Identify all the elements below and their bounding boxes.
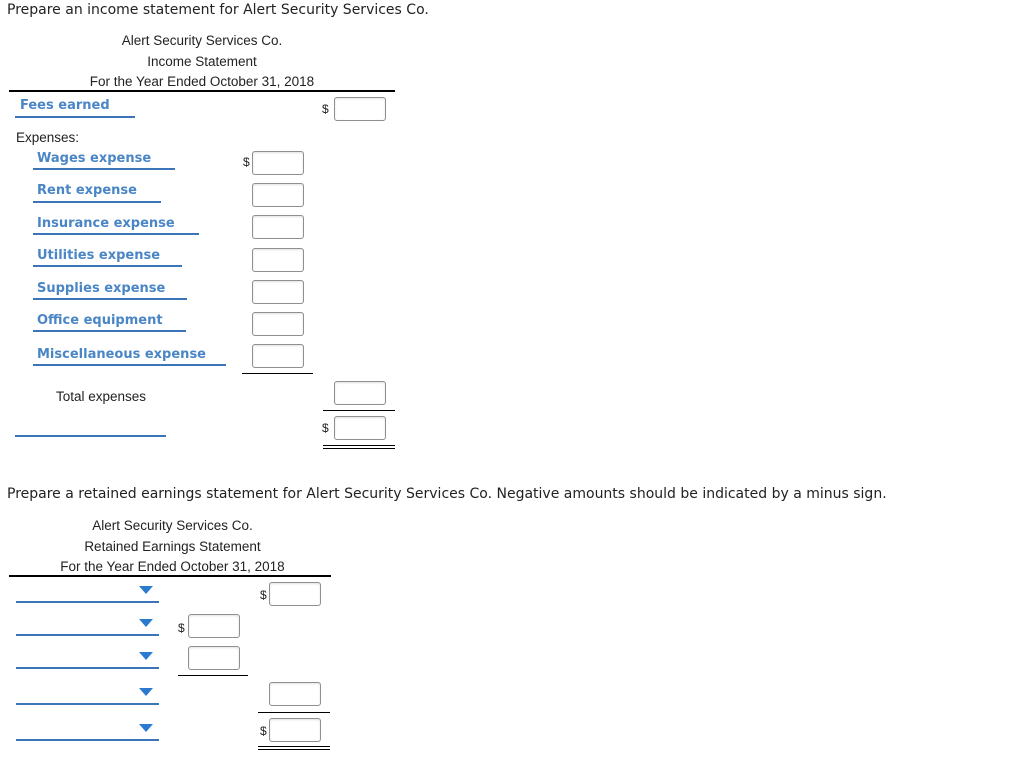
- retained-company-name: Alert Security Services Co.: [92, 518, 253, 533]
- supplies-expense-account[interactable]: Supplies expense: [37, 281, 166, 296]
- retained-row1-currency: $: [260, 588, 267, 602]
- wages-expense-currency: $: [243, 155, 250, 169]
- income-header-rule: [9, 90, 395, 92]
- net-income-double-rule-top: [323, 445, 395, 446]
- utilities-expense-account[interactable]: Utilities expense: [37, 248, 161, 263]
- office-equipment-account[interactable]: Office equipment: [37, 313, 163, 328]
- chevron-down-icon[interactable]: [139, 586, 153, 594]
- retained-statement-title: Retained Earnings Statement: [84, 539, 261, 554]
- fees-earned-account[interactable]: Fees earned: [20, 98, 110, 113]
- net-income-account-underline[interactable]: [15, 435, 166, 437]
- retained-row1-input[interactable]: [269, 582, 321, 606]
- miscellaneous-expense-underline: [33, 364, 226, 366]
- office-equipment-input[interactable]: [252, 312, 304, 336]
- income-prompt: Prepare an income statement for Alert Security Services Co.: [7, 2, 429, 18]
- retained-row2-input[interactable]: [188, 614, 240, 638]
- retained-row2-select[interactable]: [16, 634, 159, 636]
- net-income-input[interactable]: [334, 416, 386, 440]
- fees-earned-input[interactable]: [334, 97, 386, 121]
- income-statement-title: Income Statement: [147, 54, 257, 69]
- chevron-down-icon[interactable]: [139, 724, 153, 732]
- retained-final-double-rule-bottom: [258, 749, 330, 750]
- retained-row1-select[interactable]: [16, 601, 159, 603]
- wages-expense-input[interactable]: [252, 151, 304, 175]
- retained-row5-input[interactable]: [269, 718, 321, 742]
- retained-row5-currency: $: [260, 724, 267, 738]
- net-income-double-rule-bottom: [323, 448, 395, 449]
- total-expenses-label: Total expenses: [56, 389, 147, 404]
- retained-row4-select[interactable]: [16, 703, 159, 705]
- miscellaneous-expense-input[interactable]: [252, 344, 304, 368]
- fees-earned-currency: $: [322, 102, 329, 116]
- total-expenses-rule: [323, 410, 395, 411]
- chevron-down-icon[interactable]: [139, 688, 153, 696]
- net-income-currency: $: [322, 421, 329, 435]
- retained-row3-input[interactable]: [188, 646, 240, 670]
- chevron-down-icon[interactable]: [139, 619, 153, 627]
- utilities-expense-underline: [33, 265, 182, 267]
- insurance-expense-input[interactable]: [252, 215, 304, 239]
- fees-earned-underline: [15, 116, 135, 118]
- retained-sum-rule: [178, 675, 248, 676]
- supplies-expense-underline: [33, 298, 187, 300]
- supplies-expense-input[interactable]: [252, 280, 304, 304]
- retained-row4-input[interactable]: [269, 682, 321, 706]
- retained-header-rule: [9, 575, 331, 577]
- retained-period: For the Year Ended October 31, 2018: [60, 559, 285, 574]
- total-expenses-input[interactable]: [334, 381, 386, 405]
- miscellaneous-expense-account[interactable]: Miscellaneous expense: [37, 347, 206, 362]
- income-company-name: Alert Security Services Co.: [121, 33, 283, 48]
- retained-final-double-rule-top: [258, 746, 330, 747]
- income-period: For the Year Ended October 31, 2018: [89, 74, 315, 89]
- retained-row4-rule: [258, 712, 330, 713]
- rent-expense-input[interactable]: [252, 183, 304, 207]
- insurance-expense-underline: [33, 233, 199, 235]
- retained-row2-currency: $: [178, 621, 185, 635]
- rent-expense-account[interactable]: Rent expense: [37, 183, 137, 198]
- utilities-expense-input[interactable]: [252, 248, 304, 272]
- retained-prompt: Prepare a retained earnings statement for Alert Security Services Co. Negative amounts should be indicated by a minus sign.: [7, 486, 887, 502]
- wages-expense-underline: [33, 168, 175, 170]
- retained-row5-select[interactable]: [16, 739, 159, 741]
- insurance-expense-account[interactable]: Insurance expense: [37, 216, 175, 231]
- office-equipment-underline: [33, 330, 186, 332]
- retained-row3-select[interactable]: [16, 667, 159, 669]
- expenses-heading: Expenses:: [16, 130, 80, 145]
- wages-expense-account[interactable]: Wages expense: [37, 151, 152, 166]
- rent-expense-underline: [33, 201, 161, 203]
- chevron-down-icon[interactable]: [139, 652, 153, 660]
- expenses-sum-rule: [242, 373, 313, 374]
